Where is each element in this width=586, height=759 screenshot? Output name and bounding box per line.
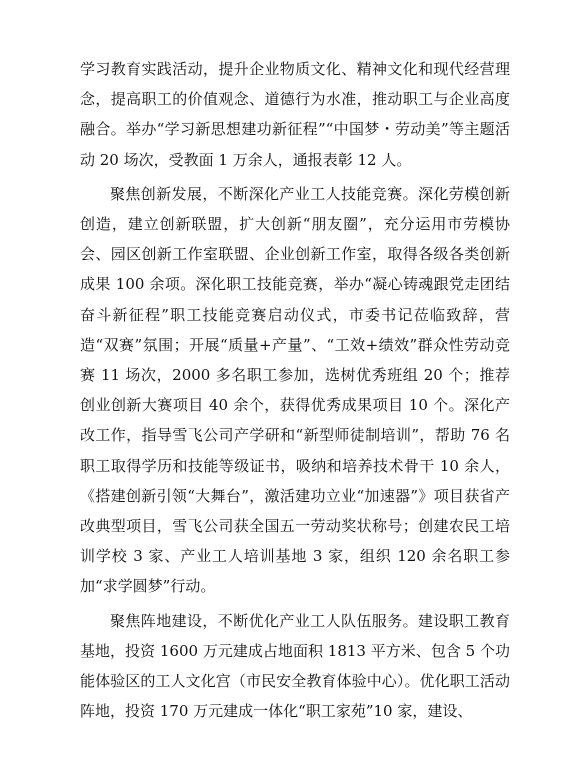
paragraph-facilities: 聚焦阵地建设，不断优化产业工人队伍服务。建设职工教育基地，投资 1600 万元建成占地面积 1813 平方米、包含 5 个功能体验区的工人文化宫（市民安全教育体验中心）。优化职工活动阵地，投资 170 万元建成一体化“职工家苑”10 家，建设、 [80,611,510,721]
document-body [80,54,510,730]
paragraph-continued: 学习教育实践活动，提升企业物质文化、精神文化和现代经营理念，提高职工的价值观念、道德行为水准，推动职工与企业高度融合。举办“学习新思想建功新征程”“中国梦・劳动美”等主题活动 20 场次，受教面 1 万余人，通报表彰 12 人。 [80,60,510,169]
paragraph-innovation: 聚焦创新发展，不断深化产业工人技能竞赛。深化劳模创新创造，建立创新联盟，扩大创新“朋友圈”，充分运用市劳模协会、园区创新工作室联盟、企业创新工作室，取得各级各类创新成果 100 余项。深化职工技能竞赛，举办“凝心铸魂跟党走团结奋斗新征程”职工技能竞赛启动仪式，市委书记莅临致辞，营造“双赛”氛围；开展“质量+产量”、“工效+绩效”群众性劳动竞赛 11 场次，2000 多名职工参加，选树优秀班组 20 个；推荐创业创新大赛项目 40 余个，获得优秀成果项目 10 个。深化产改工作，指导雪飞公司产学研和“新型师徒制培训”，帮助 76 名职工取得学历和技能等级证书，吸纳和培养技术骨干 10 余人，《搭建创新引领“大舞台”，激活建功立业“加速器”》项目获省产改典型项目，雪飞公司获全国五一劳动奖状称号；创建农民工培训学校 3 家、产业工人培训基地 3 家，组织 120 余名职工参加“求学圆梦”行动。 [80,184,510,596]
